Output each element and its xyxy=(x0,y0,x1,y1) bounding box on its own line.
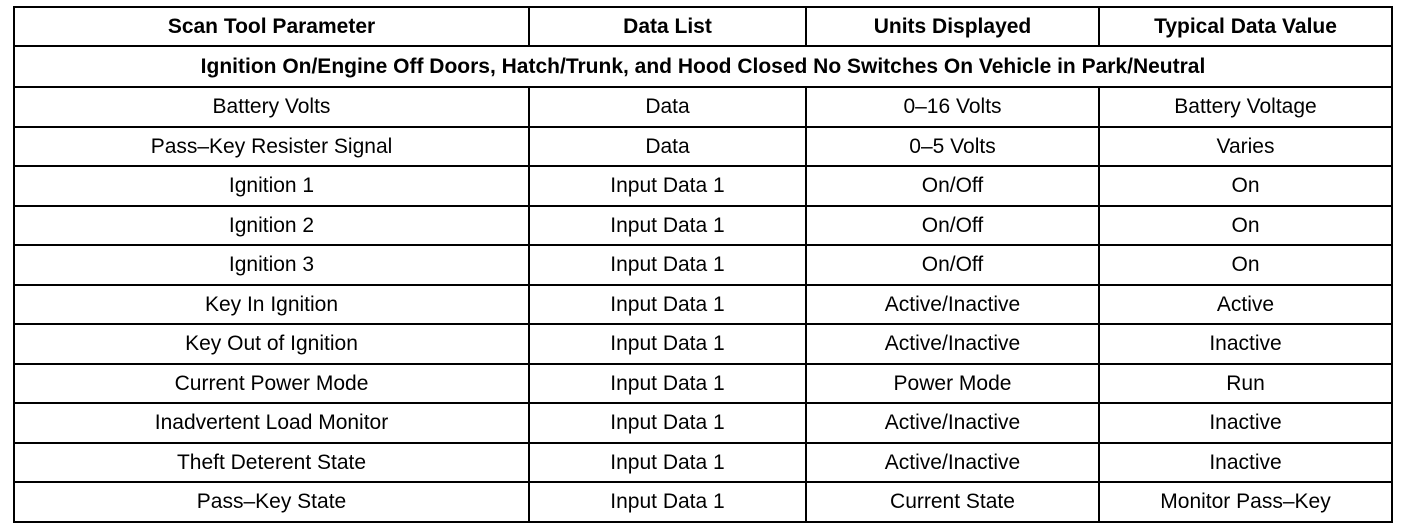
data-list-cell: Input Data 1 xyxy=(529,166,806,206)
parameter-cell: Battery Volts xyxy=(14,87,529,127)
units-cell: Power Mode xyxy=(806,364,1099,404)
table-row xyxy=(14,285,1392,325)
data-list-cell: Input Data 1 xyxy=(529,324,806,364)
parameter-cell: Pass–Key Resister Signal xyxy=(14,127,529,167)
table-row xyxy=(14,324,1392,364)
typical-value-cell: Inactive xyxy=(1099,403,1392,443)
table-row xyxy=(14,443,1392,483)
units-cell: Active/Inactive xyxy=(806,403,1099,443)
units-cell: Active/Inactive xyxy=(806,443,1099,483)
data-list-cell: Input Data 1 xyxy=(529,482,806,522)
data-list-cell: Input Data 1 xyxy=(529,245,806,285)
data-list-cell: Input Data 1 xyxy=(529,285,806,325)
table-row xyxy=(14,364,1392,404)
data-list-cell: Input Data 1 xyxy=(529,364,806,404)
table-row xyxy=(14,482,1392,522)
units-cell: On/Off xyxy=(806,206,1099,246)
parameter-cell: Inadvertent Load Monitor xyxy=(14,403,529,443)
units-cell: Current State xyxy=(806,482,1099,522)
parameter-cell: Current Power Mode xyxy=(14,364,529,404)
data-list-cell: Input Data 1 xyxy=(529,443,806,483)
parameter-cell: Pass–Key State xyxy=(14,482,529,522)
parameter-cell: Ignition 1 xyxy=(14,166,529,206)
header-typical-data-value: Typical Data Value xyxy=(1099,7,1392,46)
header-row xyxy=(14,7,1392,46)
scan-tool-data-table xyxy=(13,6,1393,523)
typical-value-cell: Monitor Pass–Key xyxy=(1099,482,1392,522)
units-cell: Active/Inactive xyxy=(806,324,1099,364)
condition-row xyxy=(14,46,1392,87)
units-cell: Active/Inactive xyxy=(806,285,1099,325)
parameter-cell: Theft Deterent State xyxy=(14,443,529,483)
typical-value-cell: On xyxy=(1099,166,1392,206)
typical-value-cell: Varies xyxy=(1099,127,1392,167)
parameter-cell: Key Out of Ignition xyxy=(14,324,529,364)
data-list-cell: Data xyxy=(529,87,806,127)
parameter-cell: Ignition 2 xyxy=(14,206,529,246)
data-list-cell: Input Data 1 xyxy=(529,403,806,443)
typical-value-cell: Active xyxy=(1099,285,1392,325)
units-cell: 0–16 Volts xyxy=(806,87,1099,127)
table-row xyxy=(14,245,1392,285)
test-condition: Ignition On/Engine Off Doors, Hatch/Trunk, and Hood Closed No Switches On Vehicle in Park/Neutral xyxy=(14,46,1392,87)
table-row xyxy=(14,127,1392,167)
table-row xyxy=(14,166,1392,206)
units-cell: 0–5 Volts xyxy=(806,127,1099,167)
data-list-cell: Data xyxy=(529,127,806,167)
header-data-list: Data List xyxy=(529,7,806,46)
table-row xyxy=(14,403,1392,443)
data-list-cell: Input Data 1 xyxy=(529,206,806,246)
parameter-cell: Key In Ignition xyxy=(14,285,529,325)
header-units-displayed: Units Displayed xyxy=(806,7,1099,46)
typical-value-cell: Inactive xyxy=(1099,443,1392,483)
header-scan-tool-parameter: Scan Tool Parameter xyxy=(14,7,529,46)
typical-value-cell: Run xyxy=(1099,364,1392,404)
units-cell: On/Off xyxy=(806,245,1099,285)
table-row xyxy=(14,87,1392,127)
typical-value-cell: Battery Voltage xyxy=(1099,87,1392,127)
parameter-cell: Ignition 3 xyxy=(14,245,529,285)
typical-value-cell: Inactive xyxy=(1099,324,1392,364)
table-row xyxy=(14,206,1392,246)
typical-value-cell: On xyxy=(1099,245,1392,285)
typical-value-cell: On xyxy=(1099,206,1392,246)
units-cell: On/Off xyxy=(806,166,1099,206)
